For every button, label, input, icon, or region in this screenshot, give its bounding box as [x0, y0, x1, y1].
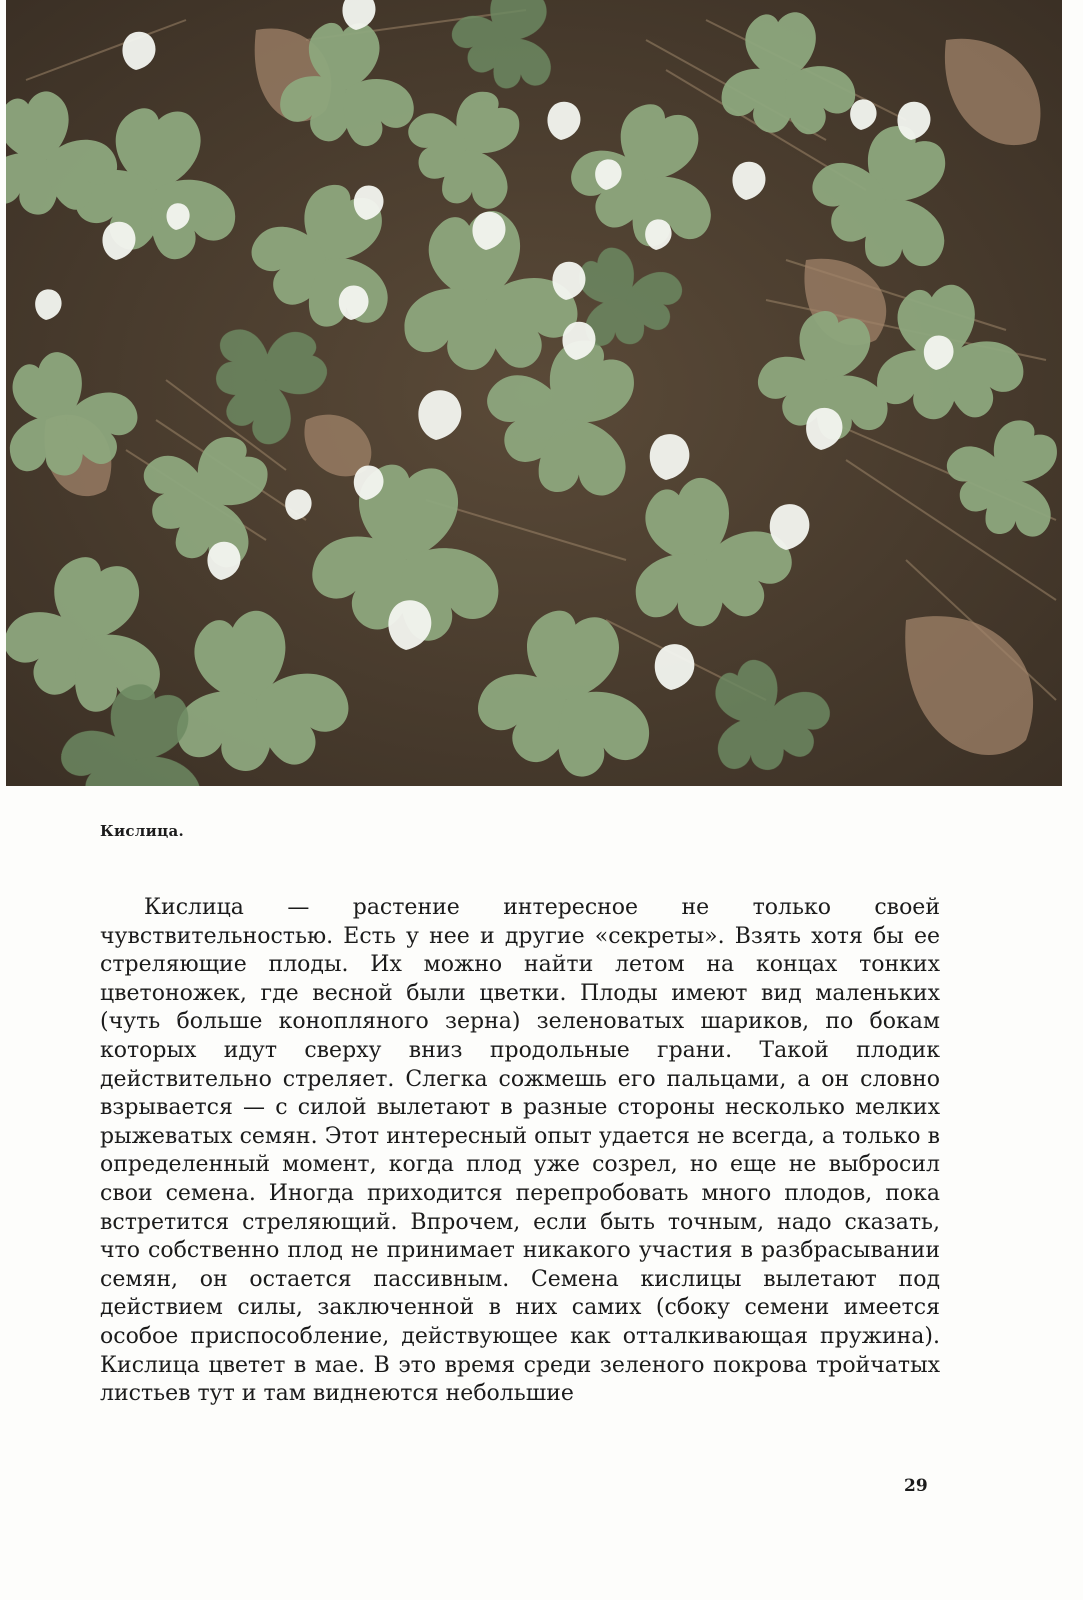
photo-caption: Кислица.: [100, 822, 185, 840]
page-number: 29: [904, 1476, 928, 1496]
wood-sorrel-photo: [6, 0, 1062, 786]
body-paragraph: Кислица — растение интересное не только своей чувствительностью. Есть у нее и другие «секреты». Взять хотя бы ее стреляющие плоды. Их можно найти летом на концах тонких цветоножек, где весной были цветки. Плоды имеют вид маленьких (чуть больше конопляного зерна) зеленоватых шариков, по бокам которых идут сверху вниз продольные грани. Такой плодик действительно стреляет. Слегка сожмешь его пальцами, а он словно взрывается — с силой вылетают в разные стороны несколько мелких рыжеватых семян. Этот интересный опыт удается не всегда, а только в определенный момент, когда плод уже созрел, но еще не выбросил свои семена. Иногда приходится перепробовать много плодов, пока встретится стреляющий. Впрочем, если быть точным, надо сказать, что собственно плод не принимает никакого участия в разбрасывании семян, он остается пассивным. Семена кислицы вылетают под действием силы, заключенной в них самих (сбоку семени имеется особое приспособление, действующее как отталкивающая пружина). Кислица цветет в мае. В это время среди зеленого покрова тройчатых листьев тут и там виднеются небольшие: [100, 895, 940, 1407]
